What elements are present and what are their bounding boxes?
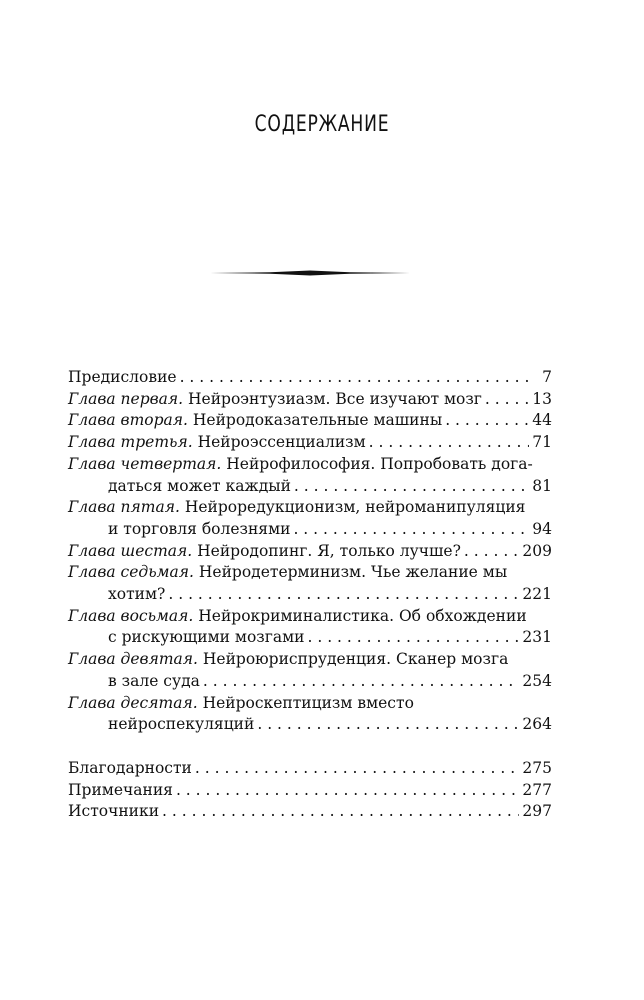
toc-entry-continuation[interactable]	[68, 671, 552, 693]
toc-entry[interactable]	[68, 606, 552, 628]
toc-page-number: 7	[542, 368, 552, 386]
toc-entry-title: в зале суда	[108, 671, 200, 690]
leader-dots	[445, 410, 529, 432]
toc-page-number: 231	[522, 628, 552, 647]
leader-dots	[308, 627, 520, 649]
toc-entry[interactable]	[68, 801, 552, 823]
toc-entry[interactable]	[68, 758, 552, 780]
toc-chapter-label: Глава десятая.	[68, 693, 198, 712]
toc-entry-title: Нейроюриспруденция. Сканер мозга	[197, 650, 509, 669]
toc-chapter-label: Глава четвертая.	[68, 454, 222, 473]
leader-dots	[369, 432, 530, 454]
toc-entry-title: Нейродоказательные машины	[187, 411, 443, 430]
toc-entry-title: с рискующими мозгами	[108, 628, 305, 647]
leader-dots	[195, 758, 520, 780]
toc-entry-title: хотим?	[108, 585, 166, 604]
toc-page-number: 277	[522, 780, 552, 799]
toc-entry[interactable]	[68, 649, 552, 671]
toc-entry[interactable]	[68, 432, 552, 454]
leader-dots	[176, 780, 519, 802]
toc-entry-title: Нейроэссенциализм	[192, 433, 366, 452]
toc-entry-continuation[interactable]	[68, 476, 552, 498]
toc-entry-title: Нейроэнтузиазм. Все изучают мозг	[183, 389, 482, 408]
toc-chapter-label: Глава вторая.	[68, 411, 188, 430]
leader-dots	[293, 519, 529, 541]
toc-entry-title: Примечания	[68, 780, 173, 799]
toc-entry[interactable]	[68, 389, 552, 411]
toc-entry-title: Нейроредукционизм, нейроманипуляция	[179, 498, 526, 517]
toc-entry-title: Нейроскептицизм вместо	[197, 693, 414, 712]
page-title: СОДЕРЖАНИЕ	[254, 112, 390, 137]
toc-entry-continuation[interactable]	[68, 584, 552, 606]
toc-entry-title: Благодарности	[68, 758, 192, 777]
toc-page-number: 94	[532, 519, 552, 538]
toc-entry-title: даться может каждый	[108, 476, 291, 495]
toc-chapter-label: Глава шестая.	[68, 541, 193, 560]
toc-entry-title: и торговля болезнями	[108, 519, 291, 538]
toc-entry[interactable]	[68, 541, 552, 563]
toc-entry[interactable]	[68, 367, 552, 389]
section-gap	[68, 736, 552, 758]
toc-page-number: 71	[532, 433, 552, 452]
leader-dots	[257, 714, 519, 736]
toc-entry-title: Нейрофилософия. Попробовать дога-	[221, 454, 533, 473]
toc-page-number: 275	[522, 758, 552, 777]
toc-entry-continuation[interactable]	[68, 519, 552, 541]
leader-dots	[162, 801, 519, 823]
toc-page-number: 81	[532, 476, 552, 495]
toc-chapter-label: Глава восьмая.	[68, 606, 194, 625]
leader-dots	[168, 584, 519, 606]
leader-dots	[464, 541, 520, 563]
toc-entry[interactable]	[68, 454, 552, 476]
toc-entry-continuation[interactable]	[68, 714, 552, 736]
toc-entry-title: Нейрокриминалистика. Об обхождении	[193, 606, 527, 625]
leader-dots	[203, 671, 520, 693]
toc-entry-title: нейроспекуляций	[108, 715, 255, 734]
leader-dots	[485, 389, 529, 411]
toc-entry[interactable]	[68, 410, 552, 432]
toc-page-number: 13	[532, 389, 552, 408]
toc-entry-title: Источники	[68, 802, 160, 821]
toc-entry-title: Нейродопинг. Я, только лучше?	[192, 541, 461, 560]
toc-entry[interactable]	[68, 497, 552, 519]
toc-chapter-label: Глава третья.	[68, 433, 193, 452]
toc-entry-title: Предисловие	[68, 368, 177, 386]
leader-dots	[294, 476, 529, 498]
toc-chapter-label: Глава пятая.	[68, 498, 180, 517]
table-of-contents	[68, 367, 552, 823]
toc-page-number: 44	[532, 411, 552, 430]
toc-page-number: 297	[522, 802, 552, 821]
toc-chapter-label: Глава первая.	[68, 389, 184, 408]
toc-entry-title: Нейродетерминизм. Чье желание мы	[193, 563, 508, 582]
toc-page-number: 209	[522, 541, 552, 560]
toc-entry[interactable]	[68, 562, 552, 584]
toc-chapter-label: Глава девятая.	[68, 650, 198, 669]
toc-page-number: 264	[522, 715, 552, 734]
toc-page-number: 254	[522, 671, 552, 690]
toc-entry[interactable]	[68, 780, 552, 802]
toc-chapter-label: Глава седьмая.	[68, 563, 194, 582]
toc-page-number: 221	[522, 585, 552, 604]
toc-entry[interactable]	[68, 693, 552, 715]
toc-entry-continuation[interactable]	[68, 627, 552, 649]
leader-dots	[180, 367, 533, 389]
ornament-divider-icon	[210, 266, 410, 280]
